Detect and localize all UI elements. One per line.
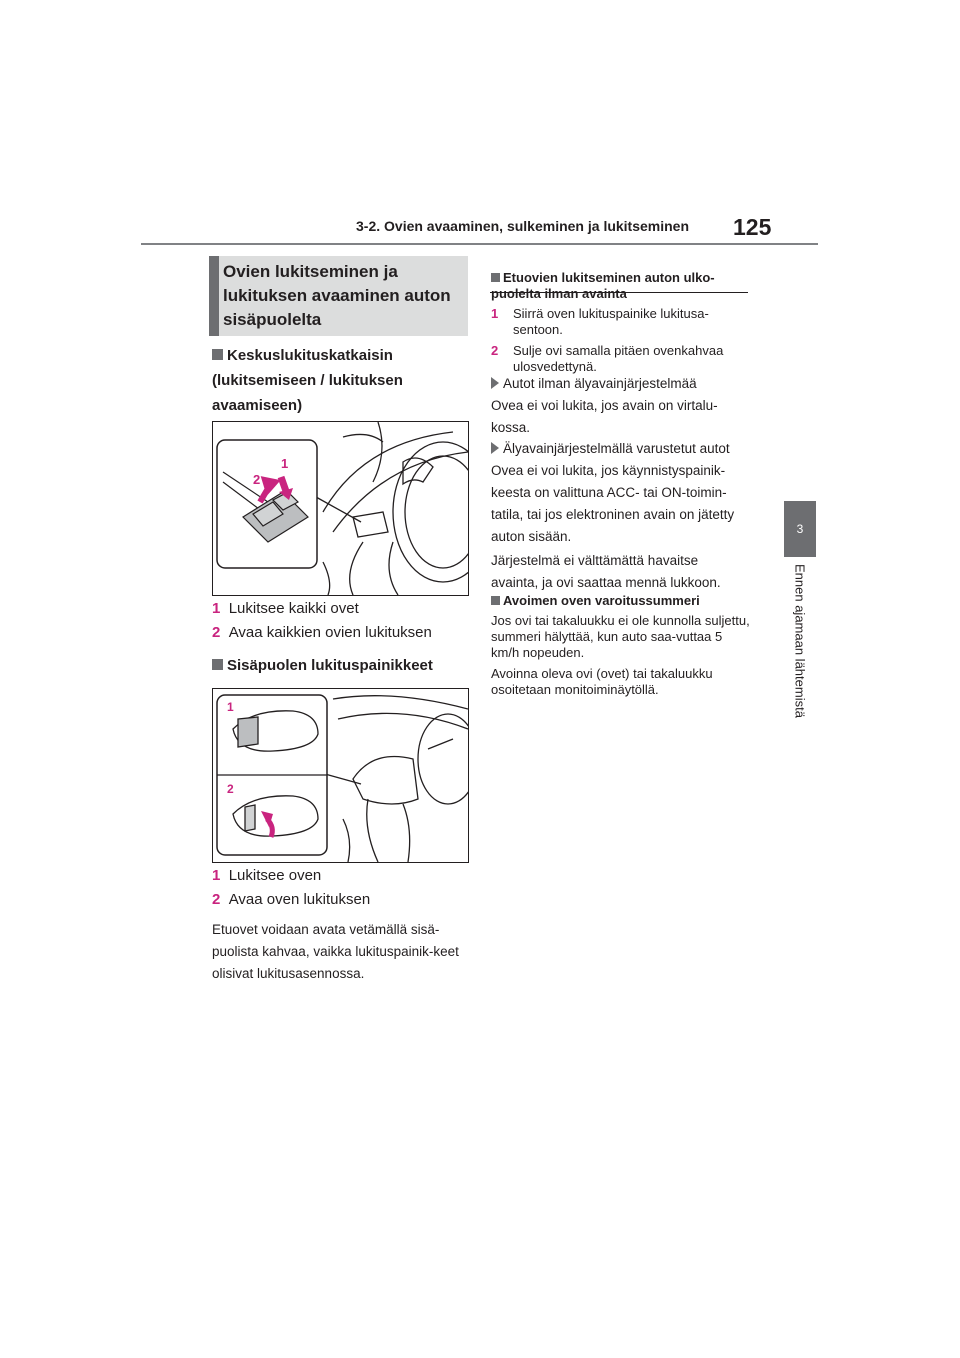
list-item xyxy=(212,624,472,641)
inside-lock-illustration xyxy=(213,689,468,862)
sub-heading-text: Älyavainjärjestelmällä varustetut autot xyxy=(503,441,730,456)
step-number: 1 xyxy=(491,306,499,321)
header-rule xyxy=(141,243,818,245)
paragraph-buzzer-2: Avoinna oleva ovi (ovet) tai takaluukku osoitetaan monitoiminäytöllä. xyxy=(491,666,713,697)
figure-central-lock-switch xyxy=(212,421,469,596)
list-item xyxy=(212,891,472,908)
heading-text: Etuovien lukitseminen auton ulko-puolelta ilman avainta xyxy=(491,270,715,301)
sub-heading-text: Autot ilman älyavainjärjestelmää xyxy=(503,376,697,391)
paragraph-no-smart-key: Ovea ei voi lukita, jos avain on virtalu-kossa. xyxy=(491,398,718,435)
step-item xyxy=(491,343,751,375)
square-bullet-icon xyxy=(212,349,223,360)
triangle-bullet-icon xyxy=(491,377,499,389)
sub-heading-smart-key xyxy=(491,441,753,456)
page-number: 125 xyxy=(733,214,772,240)
square-bullet-icon xyxy=(491,596,500,605)
chapter-tab xyxy=(784,501,816,557)
heading-text: Avoimen oven varoitussummeri xyxy=(503,593,700,608)
heading-text: Keskuslukituskatkaisin (lukitsemiseen / lukituksen avaamiseen) xyxy=(212,347,403,414)
figure1-callout-1: 1 xyxy=(281,456,289,471)
heading-text: Sisäpuolen lukituspainikkeet xyxy=(227,657,433,674)
step-text: Siirrä oven lukituspainike lukitusa-sentoon. xyxy=(513,306,709,337)
heading-inside-lock-buttons xyxy=(212,653,472,678)
item-number: 2 xyxy=(212,891,221,908)
step-number: 2 xyxy=(491,343,499,358)
figure1-callout-2: 2 xyxy=(253,472,261,487)
triangle-bullet-icon xyxy=(491,442,499,454)
item-number: 1 xyxy=(212,600,221,617)
item-text: Avaa kaikkien ovien lukituksen xyxy=(228,624,432,641)
step-text: Sulje ovi samalla pitäen ovenkahvaa ulosvedettynä. xyxy=(513,343,724,374)
paragraph-buzzer: Jos ovi tai takaluukku ei ole kunnolla suljettu, summeri hälyttää, kun auto saa-vuttaa 5 km/h nopeuden. xyxy=(491,613,750,660)
square-bullet-icon xyxy=(491,273,500,282)
chapter-number: 3 xyxy=(796,522,804,536)
chapter-title: Ennen ajamaan lähtemistä xyxy=(792,564,808,718)
section-box-bar xyxy=(209,256,219,336)
list-item xyxy=(212,600,472,617)
sub-heading-no-smart-key xyxy=(491,376,753,391)
paragraph-smart-key-2: Järjestelmä ei välttämättä havaitse avainta, ja ovi saattaa mennä lukkoon. xyxy=(491,553,721,590)
list-central-lock xyxy=(212,600,472,641)
square-bullet-icon xyxy=(212,659,223,670)
chapter-tab-label xyxy=(784,564,816,754)
figure2-callout-1: 1 xyxy=(227,700,234,714)
list-item xyxy=(212,867,472,884)
step-list xyxy=(491,306,751,375)
item-text: Lukitsee oven xyxy=(228,867,322,884)
item-number: 1 xyxy=(212,867,221,884)
figure2-callout-2: 2 xyxy=(227,782,234,796)
step-item xyxy=(491,306,751,338)
item-text: Avaa oven lukituksen xyxy=(228,891,371,908)
list-inside-lock xyxy=(212,867,472,908)
section-box xyxy=(209,256,468,336)
central-lock-illustration xyxy=(213,422,468,595)
item-text: Lukitsee kaikki ovet xyxy=(228,600,359,617)
section-box-title: Ovien lukitseminen ja lukituksen avaaminen auton sisäpuolelta xyxy=(223,262,451,329)
item-number: 2 xyxy=(212,624,221,641)
heading-open-door-buzzer xyxy=(491,593,751,609)
heading-lock-without-key xyxy=(491,270,751,302)
section-title: 3-2. Ovien avaaminen, sulkeminen ja lukitseminen xyxy=(356,218,690,234)
figure-inside-lock-buttons xyxy=(212,688,469,863)
note-paragraph: Etuovet voidaan avata vetämällä sisä-puolista kahvaa, vaikka lukituspainik-keet olisivat lukitusasennossa. xyxy=(212,922,459,981)
heading-central-lock-switch xyxy=(212,343,462,418)
paragraph-smart-key: Ovea ei voi lukita, jos käynnistyspainik-keesta on valittuna ACC- tai ON-toimin-tatila, tai jos elektroninen avain on jätetty auton sisään. xyxy=(491,463,735,544)
